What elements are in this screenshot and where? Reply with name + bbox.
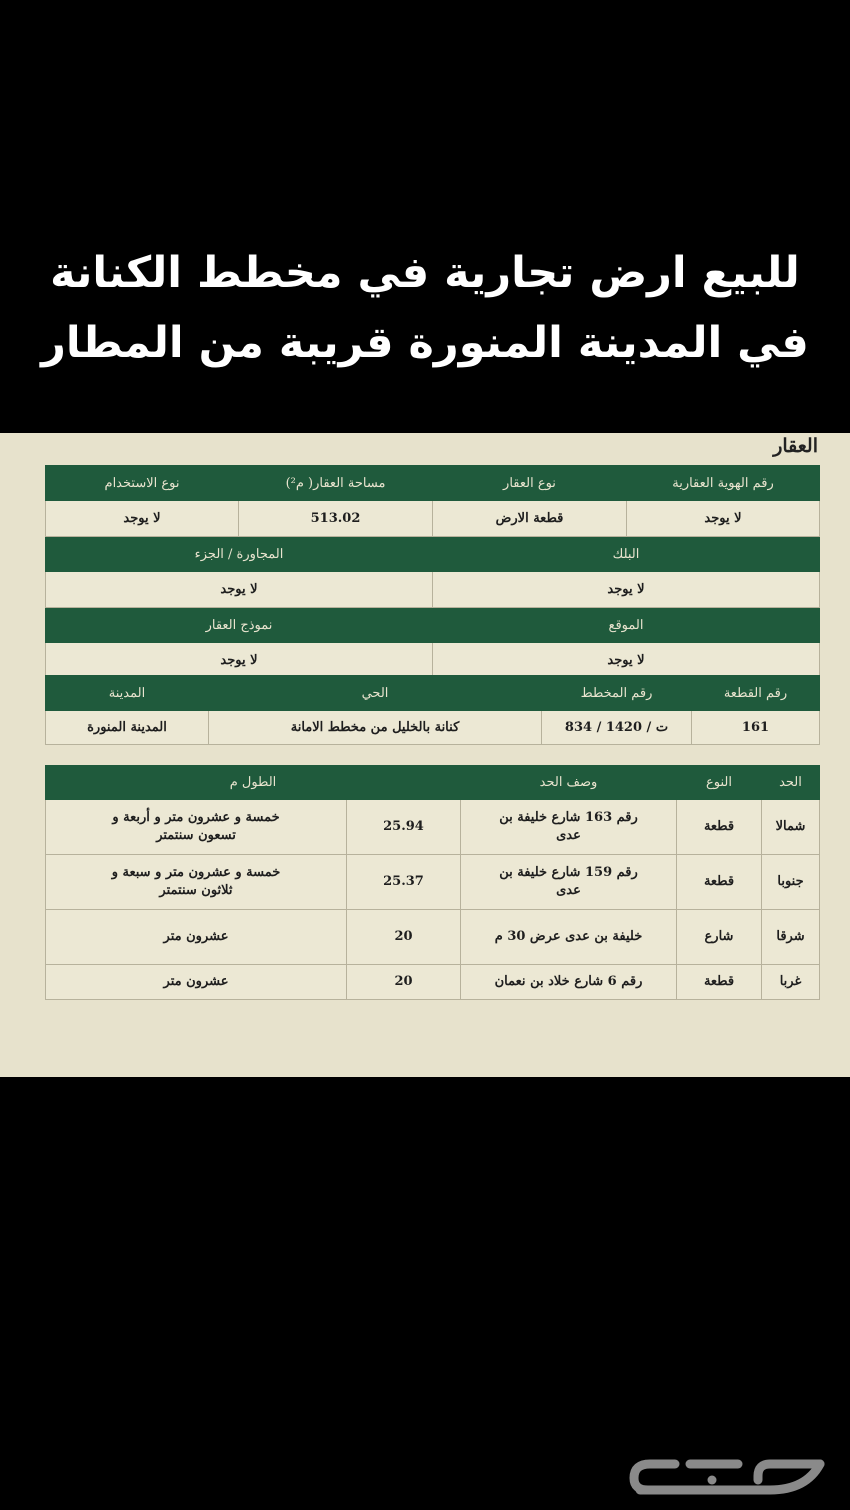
side-cell: غربا [762, 965, 820, 1000]
length-words-cell: خمسة و عشرون متر و أربعة و تسعون سنتمتر [46, 800, 347, 855]
plan-details-table [45, 675, 820, 745]
type-cell: قطعة [677, 855, 762, 910]
side-cell: جنوبا [762, 855, 820, 910]
value-cell: لا يوجد [627, 501, 820, 537]
table-row [46, 910, 820, 965]
header-cell: الموقع [433, 608, 820, 643]
boundaries-table [45, 765, 820, 1000]
header-cell: وصف الحد [461, 766, 677, 800]
section-title: العقار [773, 435, 818, 457]
length-words-cell: عشرون متر [46, 910, 347, 965]
headline-line-1: للبيع ارض تجارية في مخطط الكنانة [50, 248, 800, 298]
side-cell: شرقا [762, 910, 820, 965]
value-cell: لا يوجد [433, 643, 820, 679]
value-cell: 834 / ت / 1420 [542, 711, 692, 745]
header-cell: رقم القطعة [692, 676, 820, 711]
haraj-logo [620, 1450, 830, 1500]
value-cell: 161 [692, 711, 820, 745]
header-cell: رقم الهوية العقارية [627, 466, 820, 501]
length-words-cell: خمسة و عشرون متر و سبعة و ثلاثون سنتمتر [46, 855, 347, 910]
value-cell: لا يوجد [46, 643, 433, 679]
header-cell: نوع العقار [433, 466, 627, 501]
header-cell: البلك [433, 537, 820, 572]
header-cell: نموذج العقار [46, 608, 433, 643]
table-row [46, 643, 820, 679]
value-cell: لا يوجد [46, 501, 239, 537]
header-cell: الحي [209, 676, 542, 711]
length-words-cell: عشرون متر [46, 965, 347, 1000]
length-cell: 20 [347, 965, 461, 1000]
table-row [46, 855, 820, 910]
header-cell: مساحة العقار( م²) [239, 466, 433, 501]
value-cell: قطعة الارض [433, 501, 627, 537]
header-cell: الحد [762, 766, 820, 800]
table-row [46, 537, 820, 572]
table-row [46, 572, 820, 608]
table-row [46, 676, 820, 711]
length-cell: 25.37 [347, 855, 461, 910]
value-cell: المدينة المنورة [46, 711, 209, 745]
table-row [46, 711, 820, 745]
table-row [46, 608, 820, 643]
table-row [46, 965, 820, 1000]
side-cell: شمالا [762, 800, 820, 855]
property-details-table [45, 465, 820, 679]
type-cell: شارع [677, 910, 762, 965]
table-row [46, 766, 820, 800]
length-cell: 20 [347, 910, 461, 965]
value-cell: كنانة بالخليل من مخطط الامانة [209, 711, 542, 745]
property-document [0, 433, 850, 1077]
value-cell: لا يوجد [46, 572, 433, 608]
header-cell: الطول م [46, 766, 461, 800]
table-row [46, 466, 820, 501]
header-cell: المدينة [46, 676, 209, 711]
header-cell: نوع الاستخدام [46, 466, 239, 501]
type-cell: قطعة [677, 800, 762, 855]
value-cell: لا يوجد [433, 572, 820, 608]
length-cell: 25.94 [347, 800, 461, 855]
ad-headline [0, 238, 850, 378]
table-row [46, 501, 820, 537]
header-cell: النوع [677, 766, 762, 800]
desc-cell: خليفة بن عدى عرض 30 م [461, 910, 677, 965]
type-cell: قطعة [677, 965, 762, 1000]
header-cell: المجاورة / الجزء [46, 537, 433, 572]
desc-cell: رقم 159 شارع خليفة بن عدى [461, 855, 677, 910]
table-row [46, 800, 820, 855]
header-cell: رقم المخطط [542, 676, 692, 711]
desc-cell: رقم 163 شارع خليفة بن عدى [461, 800, 677, 855]
desc-cell: رقم 6 شارع خلاد بن نعمان [461, 965, 677, 1000]
value-cell: 513.02 [239, 501, 433, 537]
headline-line-2: في المدينة المنورة قريبة من المطار [41, 318, 809, 368]
